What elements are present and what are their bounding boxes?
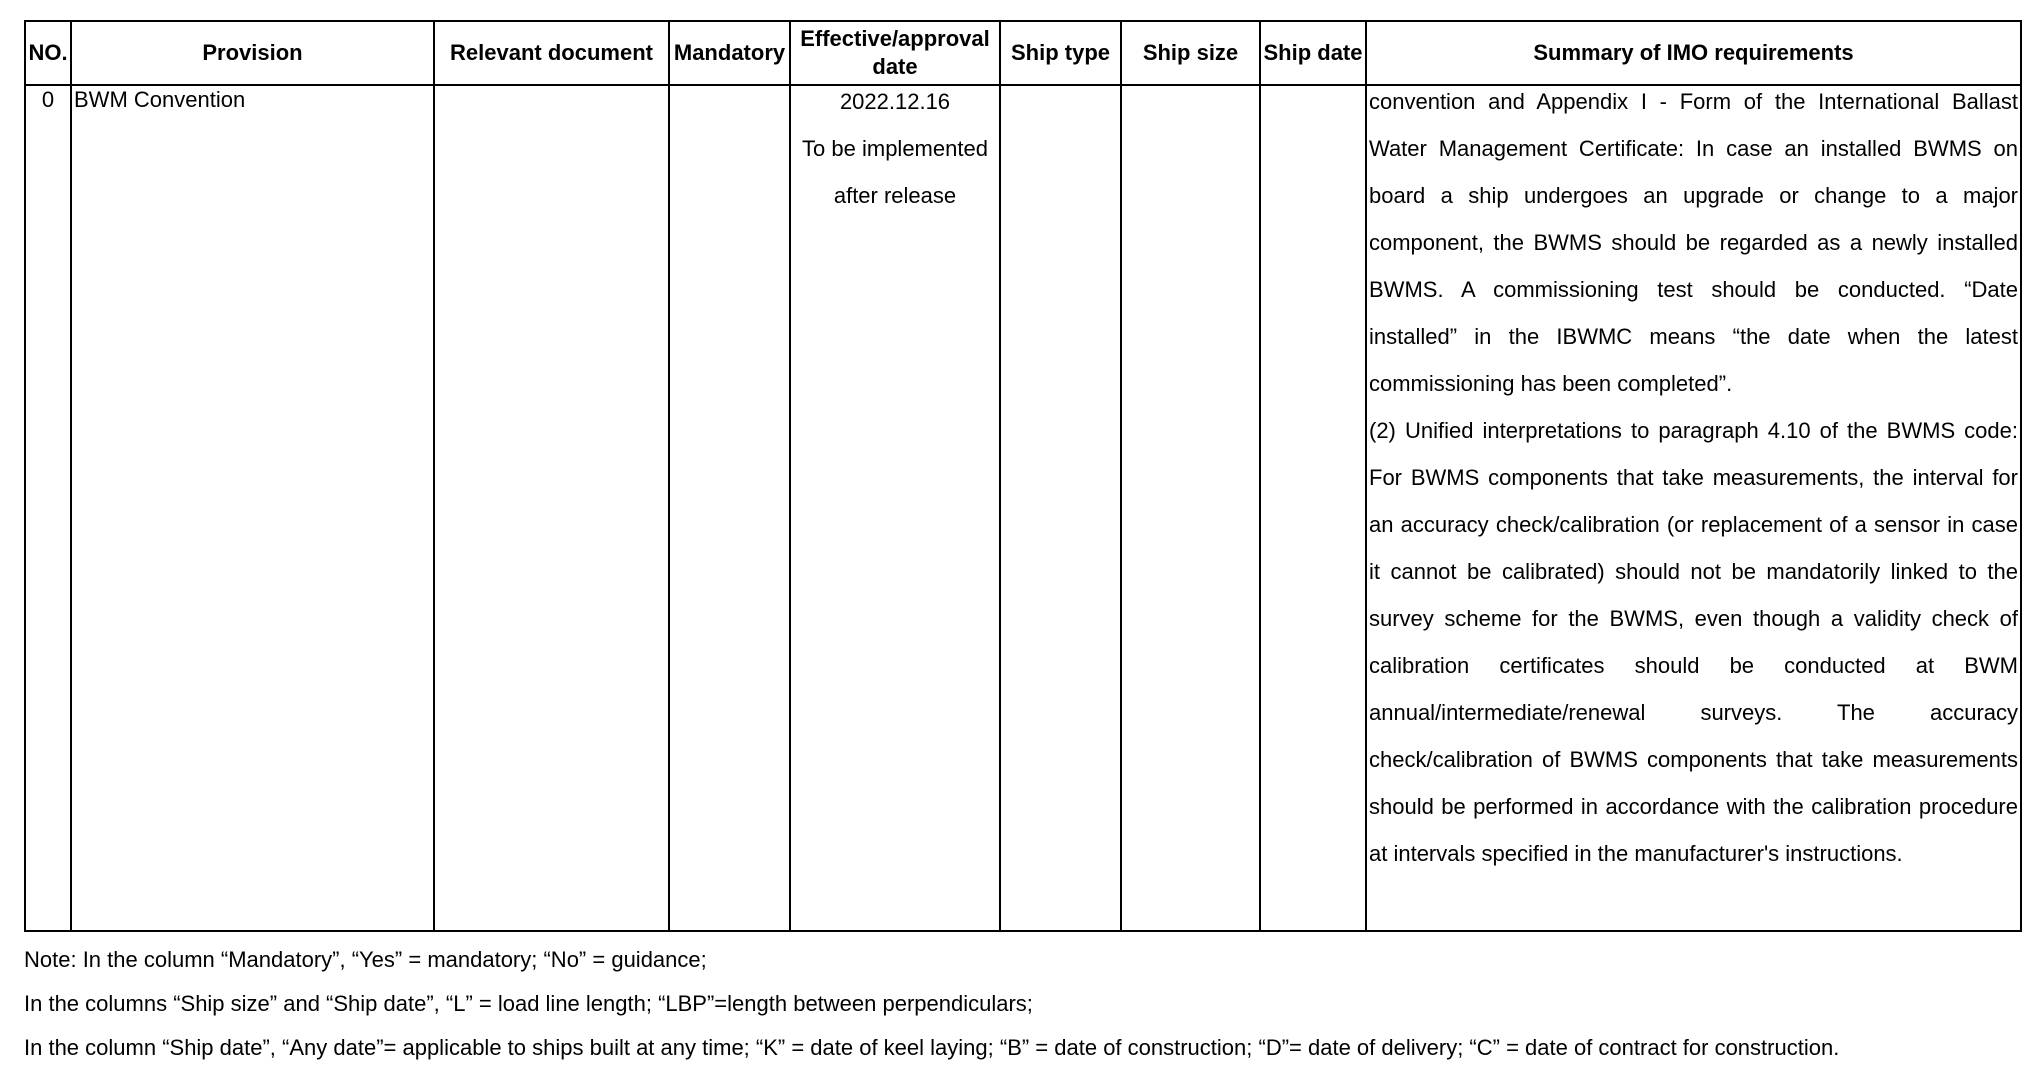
cell-ship-size [1121,85,1260,931]
table-row [25,85,2021,931]
header-ship-date: Ship date [1260,21,1366,85]
header-summary: Summary of IMO requirements [1366,21,2021,85]
cell-provision: BWM Convention [71,85,434,931]
header-effective-date: Effective/approval date [790,21,1000,85]
table-notes [24,938,2020,1070]
cell-summary [1366,85,2021,931]
effective-date-line: 2022.12.16 [839,89,951,114]
cell-relevant-document [434,85,669,931]
document-page [24,20,2020,1070]
summary-paragraph: (2) Unified interpretations to paragraph 4.10 of the BWMS code: For BWMS components that take measurements, the interval for an accuracy check/calibration (or replacement of a sensor in case it cannot be calibrated) should not be mandatorily linked to the survey scheme for the BWMS, even though a validity check of calibration certificates should be conducted at BWM annual/intermediate/renewal surveys. The accuracy check/calibration of BWMS components that take measurements should be performed in accordance with the calibration procedure at intervals specified in the manufacturer's instructions. [1369,418,2018,866]
cell-no: 0 [25,85,71,931]
effective-date-line: To be implemented [802,136,988,161]
summary-paragraph: convention and Appendix I - Form of the International Ballast Water Management Certificate: In case an installed BWMS on board a ship undergoes an upgrade or change to a major component, the BWMS should be regarded as a newly installed BWMS. A commissioning test should be conducted. “Date installed” in the IBWMC means “the date when the latest commissioning has been completed”. [1369,89,2018,396]
note-line: Note: In the column “Mandatory”, “Yes” = mandatory; “No” = guidance; [24,947,707,972]
cell-effective-date [790,85,1000,931]
effective-date-line: after release [833,183,957,208]
header-relevant-document: Relevant document [434,21,669,85]
header-ship-size: Ship size [1121,21,1260,85]
note-line: In the columns “Ship size” and “Ship date”, “L” = load line length; “LBP”=length between perpendiculars; [24,991,1033,1016]
header-ship-type: Ship type [1000,21,1121,85]
header-provision: Provision [71,21,434,85]
cell-mandatory [669,85,790,931]
requirements-table [24,20,2022,932]
cell-ship-type [1000,85,1121,931]
cell-ship-date [1260,85,1366,931]
table-header-row [25,21,2021,85]
header-no: NO. [25,21,71,85]
header-mandatory: Mandatory [669,21,790,85]
note-line: In the column “Ship date”, “Any date”= applicable to ships built at any time; “K” = date of keel laying; “B” = date of construction; “D”= date of delivery; “C” = date of contract for construction. [24,1035,1840,1060]
